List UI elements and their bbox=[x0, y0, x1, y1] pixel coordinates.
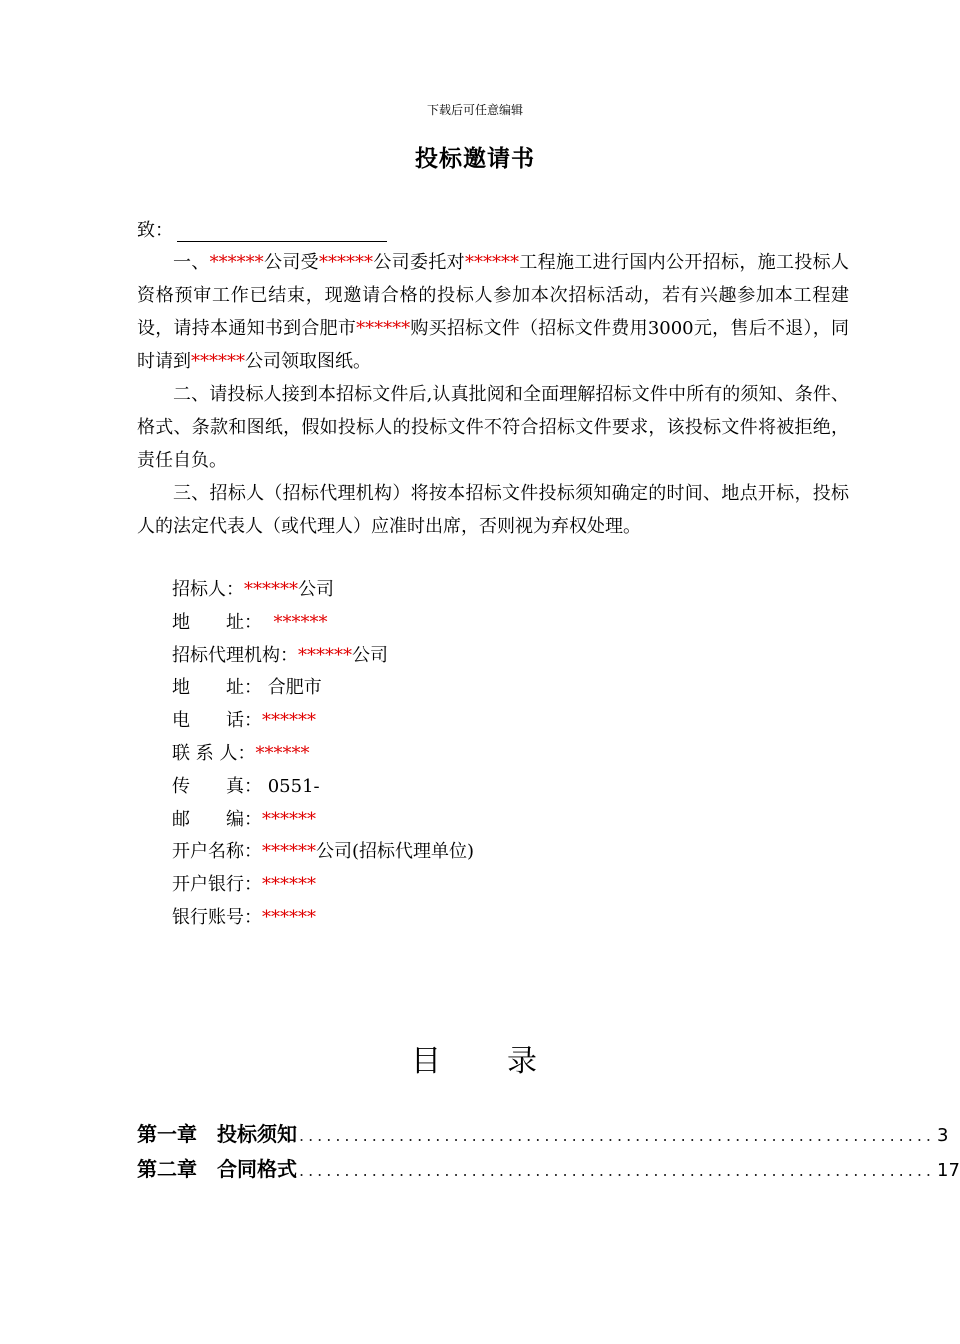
p1-text: 工程施工进行国内公开招标，施工投标人资格预审工作已结束，现邀请合格的投标人参加本次招标活动，若有兴趣参加本工程建设，请持本通知书到合肥市 bbox=[137, 252, 850, 339]
toc-chapter[interactable]: 第二章 合同格式 bbox=[137, 1157, 297, 1181]
agency-suffix: 公司 bbox=[352, 644, 388, 666]
addressee-blank bbox=[177, 221, 387, 242]
agency-label: 招标代理机构： bbox=[172, 644, 298, 666]
paragraph-1 bbox=[137, 246, 849, 378]
contact-label: 联 系 人： bbox=[172, 742, 256, 764]
addressee-line bbox=[137, 216, 387, 242]
paragraph-2: 二、请投标人接到本招标文件后,认真批阅和全面理解招标文件中所有的须知、条件、格式、条款和图纸，假如投标人的投标文件不符合招标文件要求，该投标文件将被拒绝，责任自负。 bbox=[137, 384, 849, 471]
mask-text: ****** bbox=[356, 318, 411, 339]
phone-label: 电 话： bbox=[172, 710, 262, 732]
fax-value: 0551- bbox=[267, 775, 320, 797]
contact-row bbox=[172, 738, 474, 771]
phone-row bbox=[172, 705, 474, 738]
tenderer-row bbox=[172, 574, 474, 607]
to-label: 致： bbox=[137, 220, 173, 241]
tenderer-label: 招标人： bbox=[172, 579, 244, 600]
agency-row bbox=[172, 640, 474, 673]
bank-label: 开户银行： bbox=[172, 874, 262, 896]
account-name-row bbox=[172, 836, 474, 869]
p1-text: 一、 bbox=[173, 252, 210, 273]
header-note: 下载后可任意编辑 bbox=[426, 103, 523, 117]
account-name-suffix: 公司(招标代理单位) bbox=[316, 841, 475, 863]
toc-page-number: 3 bbox=[937, 1125, 949, 1146]
mask-text: ****** bbox=[319, 252, 374, 273]
contact-info bbox=[172, 574, 474, 935]
toc-title-a: 目 bbox=[411, 1044, 443, 1079]
address2-row bbox=[172, 672, 474, 705]
toc-page-number: 17 bbox=[937, 1160, 960, 1181]
p1-text: 购买招标文件（招标文件费用3000元，售后不退），同时请到 bbox=[137, 318, 850, 372]
mask-text: ****** bbox=[209, 252, 264, 273]
postcode-label: 邮 编： bbox=[172, 808, 262, 830]
address1-label: 地 址： bbox=[172, 611, 262, 633]
p1-text: 公司领取图纸。 bbox=[245, 351, 371, 372]
agency-mask: ****** bbox=[298, 644, 352, 666]
toc-entry[interactable] bbox=[137, 1153, 960, 1182]
mask-text: ****** bbox=[465, 252, 520, 273]
mask-text: ****** bbox=[191, 351, 245, 372]
postcode-value: ****** bbox=[262, 808, 316, 830]
page-title: 投标邀请书 bbox=[415, 145, 535, 172]
tenderer-mask: ****** bbox=[244, 579, 298, 600]
account-number-value: ****** bbox=[262, 906, 316, 928]
p1-text: 公司委托对 bbox=[373, 252, 466, 273]
fax-label: 传 真： bbox=[172, 775, 262, 797]
address1-value: ****** bbox=[273, 611, 328, 633]
contact-value: ****** bbox=[255, 742, 310, 764]
bank-row bbox=[172, 869, 474, 902]
invitation-body bbox=[137, 246, 849, 543]
toc-leader: ...................................................................... bbox=[299, 1161, 936, 1180]
address2-value: 合肥市 bbox=[267, 677, 322, 699]
bank-value: ****** bbox=[262, 874, 316, 896]
toc-leader: ...................................................................... bbox=[299, 1126, 936, 1145]
toc-entry[interactable] bbox=[137, 1118, 949, 1147]
p1-text: 公司受 bbox=[263, 252, 320, 273]
toc-title bbox=[0, 1036, 950, 1080]
toc-title-b: 录 bbox=[507, 1044, 539, 1079]
tenderer-suffix: 公司 bbox=[298, 579, 334, 600]
paragraph-3: 三、招标人（招标代理机构）将按本招标文件投标须知确定的时间、地点开标，投标人的法定代表人（或代理人）应准时出席，否则视为弃权处理。 bbox=[137, 483, 849, 537]
address1-row bbox=[172, 607, 474, 640]
fax-row bbox=[172, 771, 474, 804]
phone-value: ****** bbox=[262, 710, 316, 732]
address2-label: 地 址： bbox=[172, 677, 262, 699]
account-number-label: 银行账号： bbox=[172, 906, 262, 928]
toc-chapter[interactable]: 第一章 投标须知 bbox=[137, 1122, 297, 1146]
account-name-label: 开户名称： bbox=[172, 841, 262, 863]
account-number-row bbox=[172, 902, 474, 935]
postcode-row bbox=[172, 804, 474, 837]
account-name-mask: ****** bbox=[262, 841, 316, 863]
